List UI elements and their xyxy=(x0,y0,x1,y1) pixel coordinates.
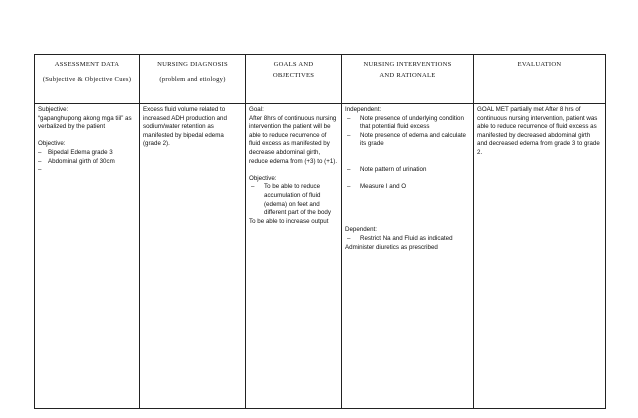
list-item: – Measure I and O xyxy=(345,183,470,192)
measure-list xyxy=(345,183,470,192)
header-evaluation xyxy=(474,55,606,104)
evaluation-cell xyxy=(474,104,606,409)
list-item: – Note pattern of urination xyxy=(345,166,470,175)
dependent-label: Dependent: xyxy=(345,226,377,234)
list-item: – Restrict Na and Fluid as indicated xyxy=(345,235,470,244)
nursing-care-plan-table xyxy=(34,54,606,409)
header-interventions-title: NURSING INTERVENTIONS xyxy=(363,61,452,68)
header-row xyxy=(35,55,606,104)
header-diagnosis xyxy=(140,55,246,104)
body-row xyxy=(35,104,606,409)
diagnosis-cell xyxy=(140,104,246,409)
goal-label: Goal: xyxy=(249,106,264,113)
urination-list xyxy=(345,166,470,175)
objective-list xyxy=(38,149,136,166)
list-item: – Note presence of underlying condition that potential fluid excess xyxy=(345,115,470,132)
list-item: – To be able to reduce accumulation of fluid (edema) on feet and different part of the body xyxy=(249,183,338,217)
goal-objective-list xyxy=(249,183,338,217)
goals-cell xyxy=(246,104,342,409)
header-assessment-sub: (Subjective & Objective Cues) xyxy=(42,76,132,83)
goal-objective-label: Objective: xyxy=(249,174,277,182)
goal-objective-tail: To be able to increase output xyxy=(249,217,329,225)
header-interventions xyxy=(342,55,474,104)
list-item: – Note presence of edema and calculate its grade xyxy=(345,132,470,149)
interventions-cell xyxy=(342,104,474,409)
subjective-label: Subjective: xyxy=(38,106,69,113)
independent-label: Independent: xyxy=(345,106,382,113)
goal-text: After 8hrs of continuous nursing intervention the patient will be able to reduce recurrence of fluid excess as manifested by decrease abdominal girth, reduce edema from (+3) to (+1). xyxy=(249,114,338,165)
evaluation-text: GOAL MET partially met After 8 hrs of continuous nursing intervention, patient was able to reduce recurrence of fluid excess as manifested by decreased abdominal girth and decreased edema from grade 3 to grade 2. xyxy=(477,106,600,156)
dependent-tail: Administer diuretics as prescribed xyxy=(345,243,438,251)
header-evaluation-title: EVALUATION xyxy=(517,61,562,68)
header-interventions-sub: AND RATIONALE xyxy=(379,72,436,79)
header-diagnosis-sub: (problem and etiology) xyxy=(159,76,226,83)
assessment-cell xyxy=(35,104,140,409)
list-item: – Abdominal girth of 30cm xyxy=(38,158,136,167)
header-goals-title: GOALS AND xyxy=(273,61,314,68)
header-diagnosis-title: NURSING DIAGNOSIS xyxy=(157,61,228,68)
header-goals xyxy=(246,55,342,104)
header-assessment-title: ASSESSMENT DATA xyxy=(54,61,120,68)
list-item: – Bipedal Edema grade 3 xyxy=(38,149,136,158)
independent-list xyxy=(345,115,470,149)
diagnosis-text: Excess fluid volume related to increased ADH production and sodium/water retention as manifested by bipedal edema (grade 2). xyxy=(143,106,227,148)
header-goals-sub: OBJECTIVES xyxy=(272,72,315,79)
subjective-quote: “gapanghupong akong mga tiil” as verbalized by the patient xyxy=(38,114,132,131)
header-assessment xyxy=(35,55,140,104)
objective-label: Objective: xyxy=(38,140,66,148)
dependent-list xyxy=(345,235,470,244)
